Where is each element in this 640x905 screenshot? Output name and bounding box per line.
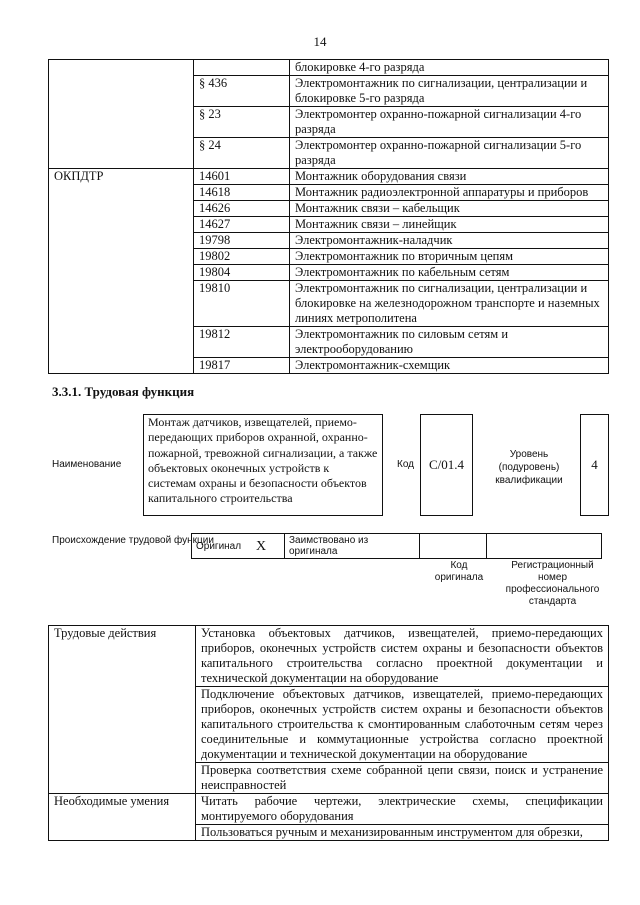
origin-table [191,533,602,559]
reg-number-label: Регистрационный номер профессионального стандарта [505,560,600,607]
name-cell: блокировке 4-го разряда [290,60,609,76]
code-cell: § 436 [194,76,290,107]
name-cell: Электромонтажник-схемщик [290,358,609,374]
name-cell: Монтажник радиоэлектронной аппаратуры и приборов [290,185,609,201]
labor-action: Подключение объектовых датчиков, извещателей, приемо-передающих приборов, оконечных устройств систем охраны и безопасности объектов капитального строительства к смонтированным слаботочным сетям через соединительные и коммутационные устройства согласно проектной документации и технической документации на оборудование [196,687,609,763]
group-cell [49,60,194,169]
table-row [49,626,609,687]
code-cell: § 24 [194,138,290,169]
classifier-table [48,59,609,374]
name-cell: Электромонтажник по силовым сетям и электрооборудованию [290,327,609,358]
level-label: Уровень (подуровень) квалификации [495,449,563,486]
name-cell: Электромонтажник по вторичным цепям [290,249,609,265]
code-cell: 19802 [194,249,290,265]
name-cell: Электромонтажник по сигнализации, централизации и блокировке 5-го разряда [290,76,609,107]
code-label: Код [397,459,415,470]
name-cell: Монтажник связи – линейщик [290,217,609,233]
name-cell: Электромонтер охранно-пожарной сигнализации 5-го разряда [290,138,609,169]
borrowed-label: Заимствовано из оригинала [285,534,420,559]
name-cell: Электромонтажник по кабельным сетям [290,265,609,281]
name-cell: Электромонтажник-наладчик [290,233,609,249]
name-cell: Монтажник связи – кабельщик [290,201,609,217]
origin-label: Происхождение трудовой функции [52,535,214,546]
original-label: Оригинал [192,534,253,559]
labor-actions-label: Трудовые действия [49,626,196,794]
labor-action: Проверка соответствия схеме собранной цепи связи, поиск и устранение неисправностей [196,763,609,794]
skill: Пользоваться ручным и механизированным инструментом для обрезки, [196,825,609,841]
table-row [49,169,609,185]
code-cell: 19798 [194,233,290,249]
code-cell: 14627 [194,217,290,233]
table-row [192,534,602,559]
name-label: Наименование [52,459,122,470]
table-row [49,60,609,76]
skills-label: Необходимые умения [49,794,196,841]
labor-action: Установка объектовых датчиков, извещателей, приемо-передающих приборов, оконечных устройств систем охраны и безопасности объектов капитального строительства согласно проектной документации и технической документации на оборудование [196,626,609,687]
code-cell: 14626 [194,201,290,217]
section-title: 3.3.1. Трудовая функция [52,384,195,399]
code-cell [194,60,290,76]
function-code-box: С/01.4 [420,414,473,516]
original-mark: X [252,534,285,559]
code-cell: 14618 [194,185,290,201]
code-cell: § 23 [194,107,290,138]
name-cell: Электромонтажник по сигнализации, централизации и блокировке на железнодорожном транспорте и наземных линиях метрополитена [290,281,609,327]
actions-table [48,625,609,841]
code-original-label: Код оригинала [434,560,484,583]
function-name-box: Монтаж датчиков, извещателей, приемо-передающих приборов охранной, охранно-пожарной, тревожной сигнализации, а также объектовых оконечных устройств к системам охраны и безопасности объектов капитального строительства [143,414,383,516]
code-original-cell [420,534,487,559]
page-number: 14 [313,34,327,49]
reg-number-cell [487,534,602,559]
code-cell: 19804 [194,265,290,281]
code-cell: 14601 [194,169,290,185]
level-value-box: 4 [580,414,609,516]
code-cell: 19812 [194,327,290,358]
code-cell: 19817 [194,358,290,374]
group-cell: ОКПДТР [49,169,194,374]
name-cell: Монтажник оборудования связи [290,169,609,185]
skill: Читать рабочие чертежи, электрические схемы, спецификации монтируемого оборудования [196,794,609,825]
name-cell: Электромонтер охранно-пожарной сигнализации 4-го разряда [290,107,609,138]
code-cell: 19810 [194,281,290,327]
table-row [49,794,609,825]
